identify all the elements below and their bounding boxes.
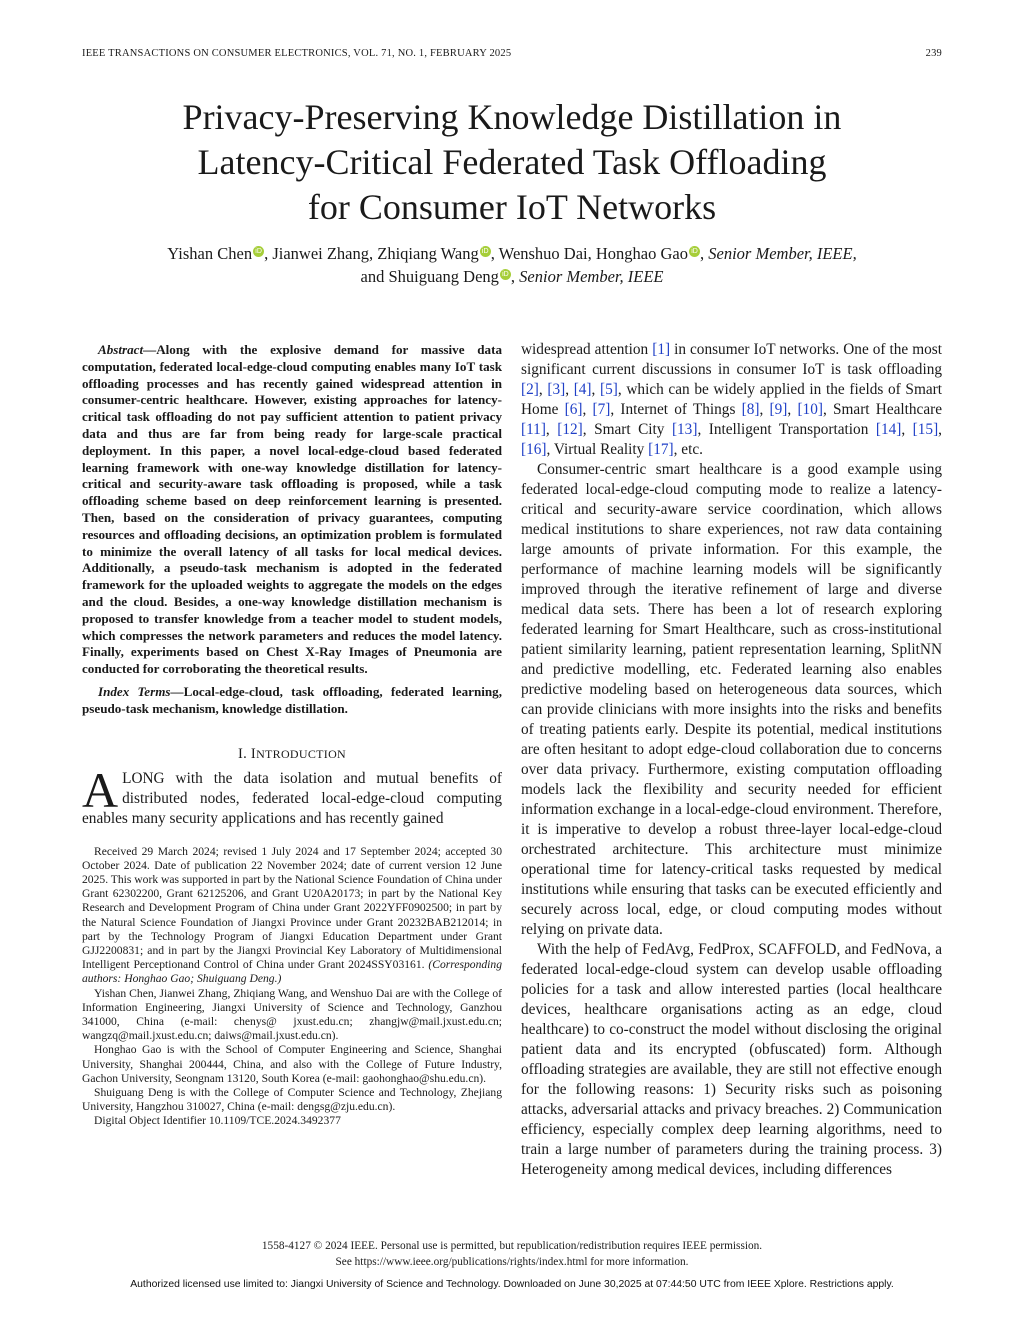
paragraph-text: , Virtual Reality [546,441,649,458]
orcid-icon[interactable]: iD [253,246,264,257]
paragraph-text: , [538,381,548,398]
title-line: for Consumer IoT Networks [307,187,717,227]
title-line: Latency-Critical Federated Task Offloading [197,142,827,182]
citation-link[interactable]: [13] [671,421,698,438]
footnote-text: Received 29 March 2024; revised 1 July 2024 and 17 September 2024; accepted 30 October 2024. Date of publication 22 November 2024; date of current version 12 June 2025. This work was supported in part by the National Science Foundation of China under Grant 62302200, Grant 62125206, and Grant U20A20173; in part by the National Key Research and Development Program of China under Grant 2022YFF0902500; in part by the Natural Science Foundation of Jiangxi Province under Grant 20232BAB212014; in part by the Technology Program of Jiangxi Education Department under Grant GJJ2200831; and in part by the Jiangxi Provincial Key Laboratory of Multidimensional Intelligent Perceptionand Control of China under Grant 2024SSY03161. [82,844,502,972]
paragraph-text: , [545,421,558,438]
citation-link[interactable]: [15] [912,421,939,438]
citation-link[interactable]: [17] [648,441,674,458]
abstract-text: Along with the explosive demand for massive data computation, federated local-edge-cloud computing enables many IoT task offloading processes and has recently gained widespread attention in consumer-centric healthcare. However, existing approaches for latency-critical task offloading do not pay sufficient attention to patient privacy data and thus are far from being ready for large-scale practical deployment. In this paper, a novel local-edge-cloud based federated learning framework with one-way knowledge distillation for latency-critical and security-aware task offloading is proposed, while a task offloading scheme based on deep reinforcement learning is presented. Then, based on the consideration of privacy guarantees, computing resources and offloading decisions, an optimization problem is formulated to minimize the overall latency of all tasks for local medical devices. Additionally, a pseudo-task mechanism is adopted in the federated framework for the uploaded weights to aggregate the models on the edges and the cloud. Besides, a one-way knowledge distillation mechanism is proposed to transfer knowledge from a teacher model to student models, which compresses the network parameters and reduces the model latency. Finally, experiments based on Chest X-Ray Images of Pneumonia are conducted for corroborating the theoretical results. [82,342,502,677]
orcid-icon[interactable]: iD [689,246,700,257]
footnotes [82,845,502,1129]
footnote-received [82,845,502,987]
citation-link[interactable]: [1] [652,341,671,358]
index-terms [82,684,502,718]
paragraph-text: , [759,401,770,418]
author-name: and Shuiguang Deng [360,267,499,286]
footnote-affiliation: Yishan Chen, Jianwei Zhang, Zhiqiang Wang, and Wenshuo Dai are with the College of Information Engineering, Jiangxi University of Science and Technology, Ganzhou 341000, China (e-mail: chenys@ jxust.edu.cn; zhangjw@mail.jxust.edu.cn; wangzq@mail.jxust.edu.cn; daiws@mail.jxust.edu.cn). [82,986,502,1043]
abstract [82,342,502,678]
intro-text: LONG with the data isolation and mutual benefits of distributed nodes, federated local-edge-cloud computing enables many security applications and has recently gained [82,769,502,827]
citation-link[interactable]: [5] [600,381,618,398]
citation-link[interactable]: [6] [564,401,583,418]
title-line: Privacy-Preserving Knowledge Distillation in [182,97,842,137]
paragraph-text: , [565,381,574,398]
corresponding-authors: (Corresponding authors: Honghao Gao; Shuiguang Deng.) [82,958,502,986]
author-names: , Jianwei Zhang, Zhiqiang Wang [264,244,479,263]
index-terms-text: Local-edge-cloud, task offloading, federated learning, pseudo-task mechanism, knowledge distillation. [82,683,502,716]
paragraph-text: widespread attention [521,341,653,358]
author-line-2 [82,265,942,288]
citation-link[interactable]: [4] [573,381,592,398]
orcid-icon[interactable]: iD [480,246,491,257]
citation-link[interactable]: [3] [547,381,566,398]
footnote-affiliation: Honghao Gao is with the School of Computer Engineering and Science, Shanghai University, Shanghai 200444, China, and also with the College of Future Industry, Gachon University, Seongnam 13120, South Korea (e-mail: gaohonghao@shu.edu.cn). [82,1043,502,1085]
intro-paragraph [82,761,502,829]
paragraph-text: , which can be widely applied in the fields of Smart Home [521,381,942,418]
license-notice: Authorized licensed use limited to: Jiangxi University of Science and Technology. Downloaded on June 30,2025 at 07:44:50 UTC from IEEE Xplore. Restrictions apply. [130,1279,894,1290]
citation-link[interactable]: [11] [521,421,546,438]
running-header [82,48,942,59]
left-column [82,342,502,1129]
paragraph-text: , Internet of Things [610,401,742,418]
section-title-rest: NTRODUCTION [256,746,347,761]
index-terms-lead: Index Terms— [98,683,184,699]
author-separator: , [510,267,520,286]
citation-link[interactable]: [2] [521,381,539,398]
copyright-notice: 1558-4127 © 2024 IEEE. Personal use is permitted, but republication/redistribution requires IEEE permission. [261,1240,763,1252]
body-paragraph: With the help of FedAvg, FedProx, SCAFFOLD, and FedNova, a federated local-edge-cloud system can develop usable offloading policies for a task and allow interested parties (local healthcare devices, healthcare organisations acting as an edge, cloud healthcare) to co-construct the model without disclosing the original patient data and its encrypted (obfuscated) form. Although offloading strategies are available, they are still not effective enough for the following reasons: 1) Security risks such as poisoning attacks, adversarial attacks and privacy breaches. 2) Communication efficiency, especially complex deep learning algorithms, need to train a large number of parameters during the training process. 3) Heterogeneity among medical devices, including differences [521,941,942,1178]
journal-name: IEEE TRANSACTIONS ON CONSUMER ELECTRONICS, VOL. 71, NO. 1, FEBRUARY 2025 [82,48,512,59]
body-paragraph [521,340,942,460]
paragraph-text: , [901,421,913,438]
paragraph-text: , [591,381,601,398]
membership-label: Senior Member, IEEE, [708,244,857,263]
citation-link[interactable]: [14] [875,421,902,438]
paragraph-text: , Smart Healthcare [822,401,943,418]
orcid-icon[interactable]: iD [500,269,511,280]
citation-link[interactable]: [9] [769,401,788,418]
drop-cap: A [82,761,119,818]
body-paragraph: Consumer-centric smart healthcare is a good example using federated local-edge-cloud computing mode to realize a latency-critical and security-aware service coordination, which allows medical institutions to share experiences, not raw data containing large amounts of private information. For this example, the performance of machine learning models will be significantly improved through the iterative refinement of large and diverse medical data sets. There has been a lot of research exploring federated learning for Smart Healthcare, such as cross-institutional patient similarity learning, patient representation learning, SplitNN and predictive modelling, etc. Federated learning also enables predictive modeling based on heterogeneous data sources, which can provide clinicians with more insights into the risks and benefits of treating patients early. Despite its potential, medical institutions are often hesitant to adopt edge-cloud collaboration due to concerns over data privacy. Furthermore, existing computation offloading models lack the flexibility and security needed for efficient information exchange in a local-edge-cloud environment. Therefore, it is imperative to develop a robust three-layer local-edge-cloud orchestrated architecture. This architecture must minimize operational time for latency-critical tasks requested by medical institutions while ensuring that tasks can be executed efficiently and securely across local, edge, or cloud computing modes without relying on private data. [521,461,942,938]
paragraph-text: in consumer IoT networks. One of the most significant current discussions in consumer IoT is task offloading [521,341,942,378]
section-heading-introduction [82,746,502,763]
paper-title [82,95,942,230]
citation-link[interactable]: [12] [557,421,583,438]
paragraph-text: , [938,421,942,438]
citation-link[interactable]: [16] [521,441,547,458]
rights-notice: See https://www.ieee.org/publications/rights/index.html for more information. [335,1256,689,1268]
paragraph-text: , [787,401,798,418]
paragraph-text: , Intelligent Transportation [697,421,876,438]
section-numeral: I. I [237,745,257,762]
right-column [521,340,942,1180]
footnote-affiliation: Shuiguang Deng is with the College of Computer Science and Technology, Zhejiang University, Hangzhou 310027, China (e-mail: dengsg@zju.edu.cn). [82,1085,502,1114]
author-name: Yishan Chen [167,244,253,263]
abstract-lead: Abstract— [98,342,157,357]
paragraph-text: , Smart City [582,421,672,438]
author-separator: , [700,244,709,263]
footnote-doi: Digital Object Identifier 10.1109/TCE.2024.3492377 [94,1114,341,1128]
author-line-1 [82,242,942,265]
paragraph-text: , etc. [673,441,703,458]
citation-link[interactable]: [10] [797,401,823,418]
page-number: 239 [925,48,942,59]
citation-link[interactable]: [7] [592,401,611,418]
paragraph-text: , [582,401,593,418]
author-list [82,242,942,288]
author-names: , Wenshuo Dai, Honghao Gao [490,244,688,263]
membership-label: Senior Member, IEEE [519,267,664,286]
citation-link[interactable]: [8] [741,401,760,418]
